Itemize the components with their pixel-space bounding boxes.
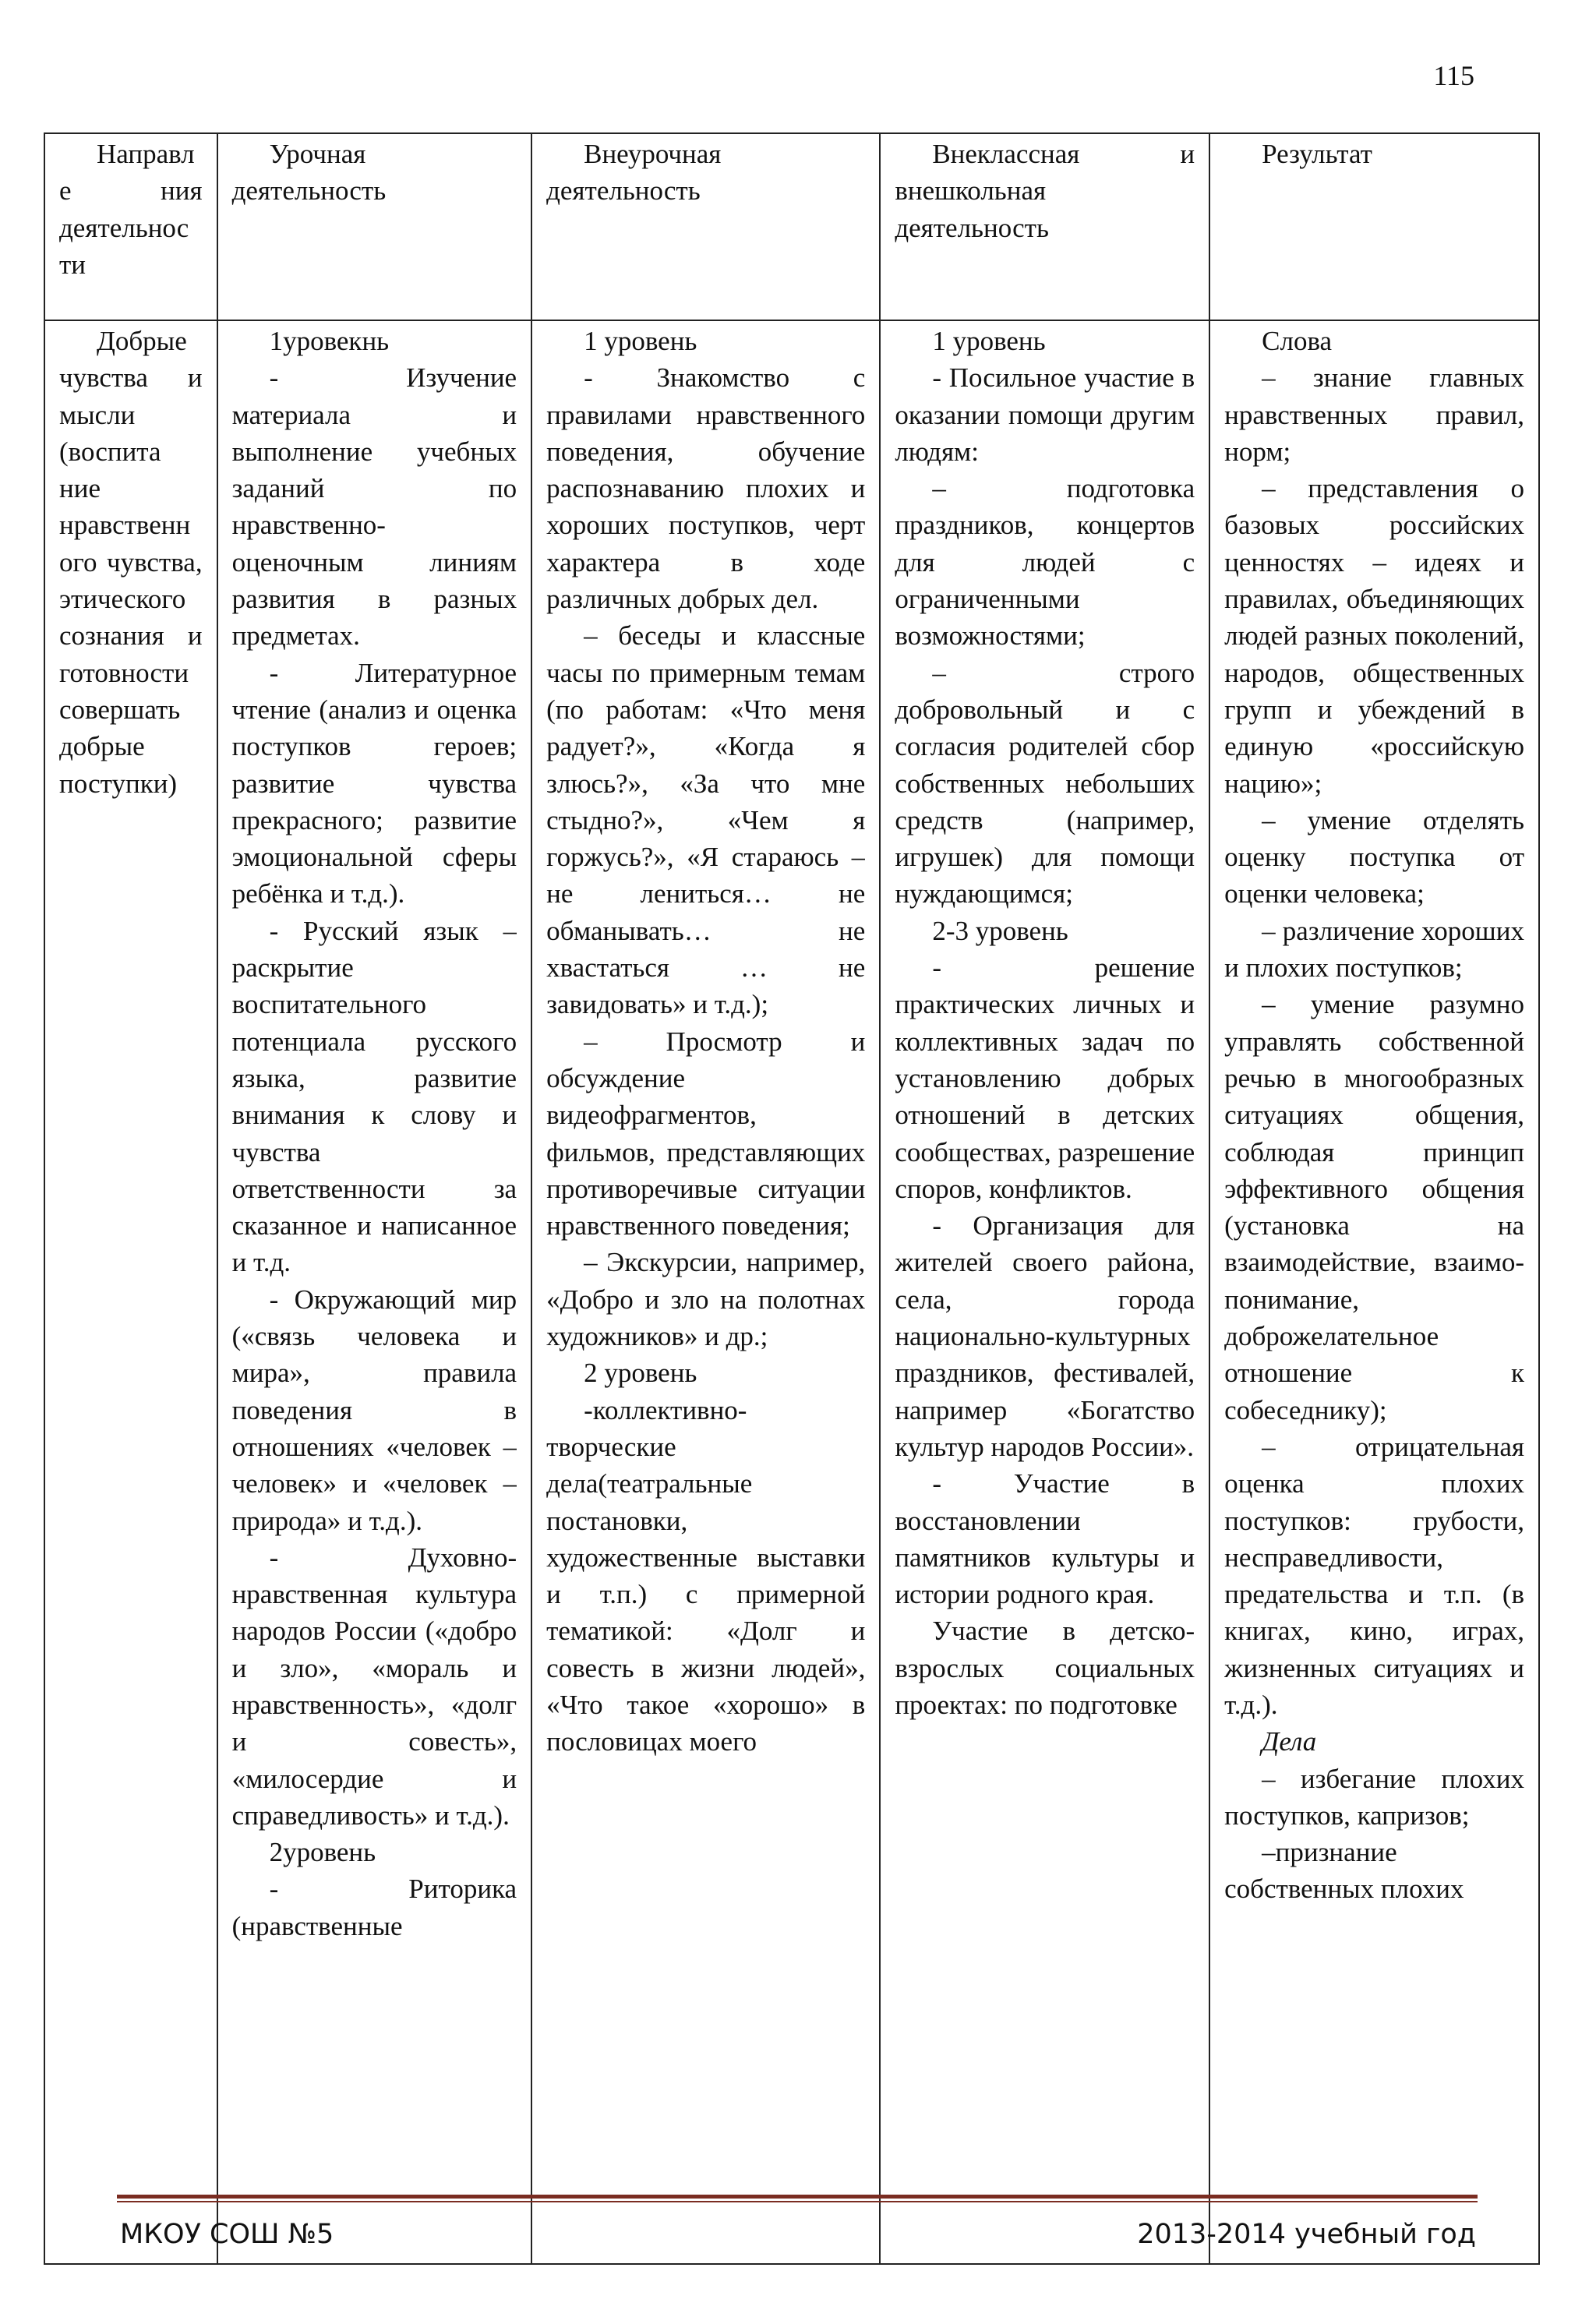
list-item: – различение хороших и плохих поступков;	[1224, 915, 1524, 984]
list-item: – умение разумно управлять собственной речью в многообразных ситуациях общения, соблюдая принцип эффективного общения (установка на взаимодействие, взаимо-понимание, доброжелательное отношение к собеседнику);	[1224, 989, 1524, 1425]
header-extracurricular-activity: Внеурочная деятельность	[531, 133, 880, 320]
list-item: Участие в детско-взрослых социальных проектах: по подготовке	[895, 1616, 1195, 1720]
list-item: - Окружающий мир («связь человека и мира», правила поведения в отношениях «человек –человек» и «человек – природа» и т.д.).	[231, 1284, 517, 1536]
header-result: Результат	[1209, 133, 1539, 320]
list-item: – умение отделять оценку поступка от оценки человека;	[1224, 804, 1524, 909]
list-item: - Знакомство с правилами нравственного поведения, обучение распознаванию плохих и хороших поступков, черт характера в ходе различных добрых дел.	[546, 362, 866, 615]
list-item: – беседы и классные часы по примерным темам (по работам: «Что меня радует?», «Когда я злюсь?», «За что мне стыдно?», «Чем я горжусь?», «Я стараюсь – не лениться… не обманывать… не хвастаться … не завидовать» и т.д.);	[546, 620, 866, 1020]
extracurricular-activity-cell	[531, 320, 880, 2264]
list-item: -коллективно-творческие дела(театральные постановки, художественные выставки и т.п.) с примерной тематикой: «Долг и совесть в жизни людей», «Что такое «хорошо» в пословицах моего	[546, 1394, 866, 1757]
footer-school: МКОУ СОШ №5	[120, 2219, 334, 2250]
list-item: 2 уровень	[584, 1358, 697, 1389]
list-item: - Изучение материала и выполнение учебных заданий по нравственно-оценочным линиям развития в разных предметах.	[231, 362, 517, 652]
result-cell	[1209, 320, 1539, 2264]
list-item: - Посильное участие в оказании помощи другим людям:	[895, 362, 1195, 467]
list-item: – знание главных нравственных правил, норм;	[1224, 362, 1524, 467]
page-number: 115	[1433, 60, 1474, 91]
list-item: – Просмотр и обсуждение видеофрагментов, фильмов, представляющих противоречивые ситуации нравственного поведения;	[546, 1026, 866, 1241]
list-item: 1 уровень	[932, 326, 1046, 356]
list-item: - решение практических личных и коллективных задач по установлению добрых отношений в детских сообществах, разрешение споров, конфликтов.	[895, 952, 1195, 1204]
list-item: – строго добровольный и с согласия родителей сбор собственных небольших средств (например, игрушек) для помощи нуждающимся;	[895, 657, 1195, 909]
list-item: – отрицательная оценка плохих поступков: грубости, несправедливости, предательства и т.п. (в книгах, кино, играх, жизненных ситуациях и т.д.).	[1224, 1431, 1524, 1720]
out-of-class-activity-cell	[880, 320, 1209, 2264]
list-item: Слова	[1262, 326, 1333, 356]
list-item: 2уровень	[269, 1837, 376, 1868]
list-item: –признание собственных плохих	[1224, 1837, 1464, 1905]
table-row	[44, 320, 1539, 2264]
list-item: - Духовно-нравственная культура народов России («добро и зло», «мораль и нравственность», «долг и совесть», «милосердие и справедливость» и т.д.).	[231, 1542, 517, 1831]
list-item: – подготовка праздников, концертов для людей с ограниченными возможностями;	[895, 473, 1195, 652]
activity-table	[44, 132, 1540, 2265]
list-item: - Риторика (нравственные	[231, 1874, 517, 1941]
list-item: 2-3 уровень	[932, 915, 1068, 946]
direction-cell: Добрые чувства и мысли (воспита ние нравственн ого чувства, этического сознания и готовности совершать добрые поступки)	[44, 320, 217, 2264]
list-item: - Литературное чтение (анализ и оценка поступков героев; развитие чувства прекрасного; развитие эмоциональной сферы ребёнка и т.д.).	[231, 657, 517, 909]
footer-year: 2013-2014 учебный год	[1137, 2219, 1476, 2250]
header-direction: Направл е ния деятельнос ти	[44, 133, 217, 320]
header-lesson-activity: Урочная деятельность	[217, 133, 532, 320]
table-header-row	[44, 133, 1539, 320]
lesson-activity-cell	[217, 320, 532, 2264]
list-item: 1 уровень	[584, 326, 697, 356]
list-item: – избегание плохих поступков, капризов;	[1224, 1763, 1524, 1831]
list-item: 1уровекнь	[269, 326, 390, 356]
header-out-of-class-activity: Внеклассная и внешкольная деятельность	[880, 133, 1209, 320]
footer-divider-thin	[117, 2201, 1478, 2202]
footer-divider	[117, 2195, 1478, 2199]
list-item: - Организация для жителей своего района, села, города национально-культурных праздников, фестивалей, например «Богатство культур народов России».	[895, 1210, 1195, 1462]
list-item: - Участие в восстановлении памятников культуры и истории родного края.	[895, 1468, 1195, 1610]
list-item: – Экскурсии, например, «Добро и зло на полотнах художников» и др.;	[546, 1247, 866, 1352]
list-item: Дела	[1262, 1726, 1317, 1757]
list-item: - Русский язык – раскрытие воспитательного потенциала русского языка, развитие внимания к слову и чувства ответственности за сказанное и написанное и т.д.	[231, 915, 517, 1278]
list-item: – представления о базовых российских ценностях – идеях и правилах, объединяющих людей разных поколений, народов, общественных групп и убеждений в единую «российскую нацию»;	[1224, 473, 1524, 799]
